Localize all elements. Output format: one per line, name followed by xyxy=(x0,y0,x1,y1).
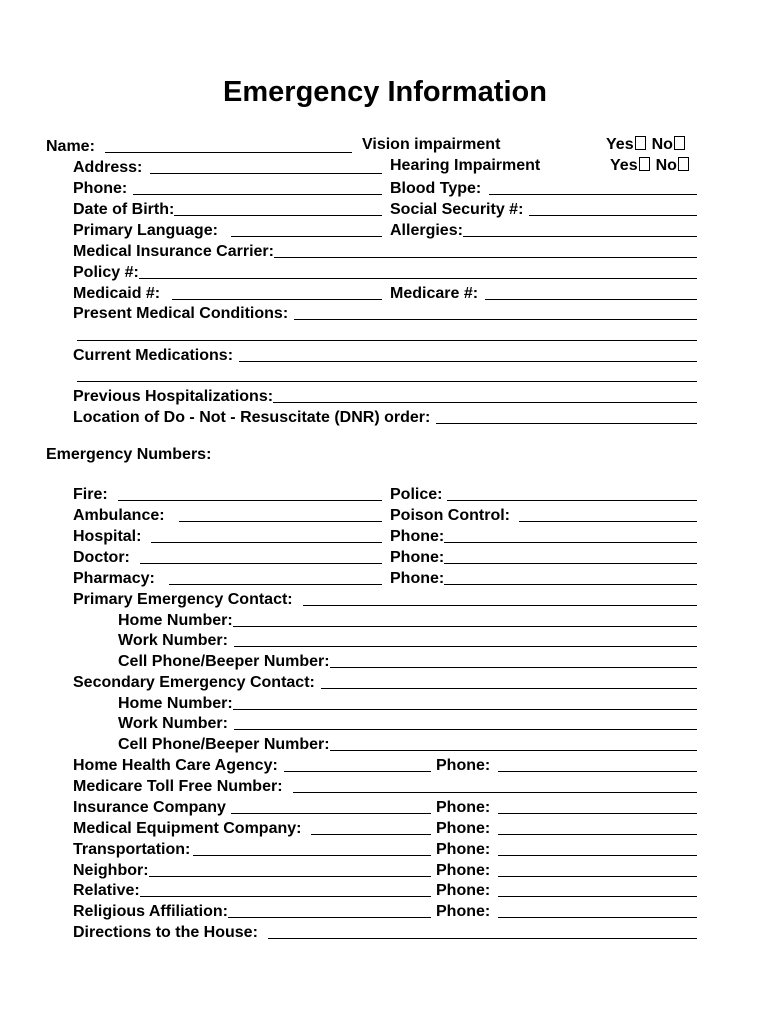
dob-field[interactable] xyxy=(73,198,382,219)
secondary-cell-field[interactable] xyxy=(118,733,697,754)
conditions-extra-line[interactable] xyxy=(77,340,697,341)
conditions-input-line[interactable] xyxy=(294,304,697,320)
vision-label: Vision impairment xyxy=(362,136,501,153)
poison-control-input-line[interactable] xyxy=(519,506,697,522)
secondary-contact-label: Secondary Emergency Contact: xyxy=(73,674,315,691)
ambulance-label: Ambulance: xyxy=(73,507,165,524)
medications-label: Current Medications: xyxy=(73,347,234,364)
poison-control-label: Poison Control: xyxy=(390,507,510,524)
religious-label: Religious Affiliation: xyxy=(73,903,228,920)
hearing-no-label: No xyxy=(655,157,677,174)
secondary-work-label: Work Number: xyxy=(118,715,228,732)
medicare-input-line[interactable] xyxy=(485,284,697,300)
religious-phone-field[interactable] xyxy=(436,900,697,921)
pharmacy-phone-input-line[interactable] xyxy=(444,569,697,585)
hearing-yes-no xyxy=(610,156,695,175)
doctor-phone-field[interactable] xyxy=(390,546,697,567)
vision-yes-checkbox[interactable] xyxy=(635,136,646,150)
doctor-phone-input-line[interactable] xyxy=(444,548,697,564)
transportation-label: Transportation: xyxy=(73,841,191,858)
insurance-company-field[interactable] xyxy=(73,796,431,817)
home-health-input-line[interactable] xyxy=(284,756,431,772)
hospital-input-line[interactable] xyxy=(151,527,382,543)
pharmacy-phone-field[interactable] xyxy=(390,567,697,588)
phone-input-line[interactable] xyxy=(133,179,382,195)
medicaid-input-line[interactable] xyxy=(172,284,382,300)
primary-home-input-line[interactable] xyxy=(233,611,697,627)
hospital-phone-field[interactable] xyxy=(390,525,697,546)
fire-field[interactable] xyxy=(73,483,382,504)
neighbor-field[interactable] xyxy=(73,859,431,880)
relative-input-line[interactable] xyxy=(140,881,431,897)
medications-input-line[interactable] xyxy=(239,346,697,362)
insurance-carrier-input-line[interactable] xyxy=(274,242,697,258)
language-input-line[interactable] xyxy=(231,221,382,237)
allergies-input-line[interactable] xyxy=(463,221,697,237)
insurance-company-phone-input-line[interactable] xyxy=(498,798,697,814)
allergies-field[interactable] xyxy=(390,219,697,240)
directions-label: Directions to the House: xyxy=(73,924,258,941)
secondary-contact-field[interactable] xyxy=(73,671,697,692)
equipment-phone-label: Phone: xyxy=(436,820,491,837)
language-field[interactable] xyxy=(73,219,382,240)
home-health-label: Home Health Care Agency: xyxy=(73,757,278,774)
medicare-toll-label: Medicare Toll Free Number: xyxy=(73,778,283,795)
doctor-input-line[interactable] xyxy=(140,548,382,564)
medications-extra-line[interactable] xyxy=(77,381,697,382)
insurance-company-phone-field[interactable] xyxy=(436,796,697,817)
equipment-phone-input-line[interactable] xyxy=(498,819,697,835)
primary-contact-input-line[interactable] xyxy=(303,590,697,606)
phone-label: Phone: xyxy=(73,180,128,197)
relative-phone-input-line[interactable] xyxy=(498,881,697,897)
secondary-home-label: Home Number: xyxy=(118,695,233,712)
phone-field[interactable] xyxy=(73,177,382,198)
insurance-company-label: Insurance Company xyxy=(73,799,226,816)
hospital-phone-input-line[interactable] xyxy=(444,527,697,543)
medicare-label: Medicare #: xyxy=(390,285,479,302)
equipment-phone-field[interactable] xyxy=(436,817,697,838)
primary-work-input-line[interactable] xyxy=(234,631,697,647)
vision-yes-no xyxy=(606,135,691,154)
fire-input-line[interactable] xyxy=(118,485,382,501)
vision-yes-label: Yes xyxy=(606,136,634,153)
home-health-phone-label: Phone: xyxy=(436,757,491,774)
doctor-phone-label: Phone: xyxy=(390,549,445,566)
name-field[interactable] xyxy=(46,135,352,156)
home-health-field[interactable] xyxy=(73,754,431,775)
religious-phone-input-line[interactable] xyxy=(498,902,697,918)
transportation-phone-label: Phone: xyxy=(436,841,491,858)
home-health-phone-field[interactable] xyxy=(436,754,697,775)
hospitalizations-input-line[interactable] xyxy=(273,387,697,403)
ssn-input-line[interactable] xyxy=(529,200,697,216)
medicaid-field[interactable] xyxy=(73,282,382,303)
medicare-toll-field[interactable] xyxy=(73,775,697,796)
transportation-phone-input-line[interactable] xyxy=(498,840,697,856)
hospital-phone-label: Phone: xyxy=(390,528,445,545)
poison-control-field[interactable] xyxy=(390,504,697,525)
equipment-label: Medical Equipment Company: xyxy=(73,820,302,837)
primary-contact-label: Primary Emergency Contact: xyxy=(73,591,293,608)
fire-label: Fire: xyxy=(73,486,108,503)
transportation-input-line[interactable] xyxy=(193,840,431,856)
allergies-label: Allergies: xyxy=(390,222,463,239)
hospitalizations-field[interactable] xyxy=(73,385,697,406)
neighbor-phone-input-line[interactable] xyxy=(498,861,697,877)
primary-cell-field[interactable] xyxy=(118,650,697,671)
dnr-input-line[interactable] xyxy=(436,408,697,424)
ssn-label: Social Security #: xyxy=(390,201,524,218)
ambulance-input-line[interactable] xyxy=(179,506,382,522)
neighbor-phone-field[interactable] xyxy=(436,859,697,880)
pharmacy-phone-label: Phone: xyxy=(390,570,445,587)
secondary-home-input-line[interactable] xyxy=(233,694,697,710)
emergency-numbers-heading: Emergency Numbers: xyxy=(46,446,212,463)
policy-label: Policy #: xyxy=(73,264,139,281)
secondary-work-field[interactable] xyxy=(118,712,697,733)
hospitalizations-label: Previous Hospitalizations: xyxy=(73,388,274,405)
police-input-line[interactable] xyxy=(447,485,697,501)
pharmacy-input-line[interactable] xyxy=(169,569,382,585)
doctor-field[interactable] xyxy=(73,546,382,567)
name-input-line[interactable] xyxy=(105,137,352,153)
directions-field[interactable] xyxy=(73,921,697,942)
home-health-phone-input-line[interactable] xyxy=(498,756,697,772)
conditions-label: Present Medical Conditions: xyxy=(73,305,289,322)
blood-type-field[interactable] xyxy=(390,177,697,198)
relative-phone-field[interactable] xyxy=(436,879,697,900)
neighbor-phone-label: Phone: xyxy=(436,862,491,879)
policy-field[interactable] xyxy=(73,261,697,282)
medications-field[interactable] xyxy=(73,344,697,365)
insurance-company-phone-label: Phone: xyxy=(436,799,491,816)
name-label: Name: xyxy=(46,138,95,155)
hearing-label: Hearing Impairment xyxy=(390,157,541,174)
dnr-label: Location of Do - Not - Resuscitate (DNR) order: xyxy=(73,409,431,426)
insurance-carrier-field[interactable] xyxy=(73,240,697,261)
religious-input-line[interactable] xyxy=(228,902,431,918)
conditions-field[interactable] xyxy=(73,302,697,323)
insurance-company-input-line[interactable] xyxy=(231,798,431,814)
relative-phone-label: Phone: xyxy=(436,882,491,899)
secondary-home-field[interactable] xyxy=(118,692,697,713)
transportation-phone-field[interactable] xyxy=(436,838,697,859)
secondary-cell-input-line[interactable] xyxy=(330,735,697,751)
form-title: Emergency Information xyxy=(223,76,547,108)
religious-field[interactable] xyxy=(73,900,431,921)
address-field[interactable] xyxy=(73,156,382,177)
pharmacy-field[interactable] xyxy=(73,567,382,588)
blood-type-label: Blood Type: xyxy=(390,180,482,197)
ambulance-field[interactable] xyxy=(73,504,382,525)
police-label: Police: xyxy=(390,486,443,503)
relative-field[interactable] xyxy=(73,879,431,900)
doctor-label: Doctor: xyxy=(73,549,130,566)
neighbor-label: Neighbor: xyxy=(73,862,149,879)
language-label: Primary Language: xyxy=(73,222,218,239)
primary-home-label: Home Number: xyxy=(118,612,233,629)
dob-label: Date of Birth: xyxy=(73,201,175,218)
police-field[interactable] xyxy=(390,483,697,504)
primary-cell-label: Cell Phone/Beeper Number: xyxy=(118,653,330,670)
secondary-cell-label: Cell Phone/Beeper Number: xyxy=(118,736,330,753)
insurance-carrier-label: Medical Insurance Carrier: xyxy=(73,243,274,260)
vision-no-checkbox[interactable] xyxy=(674,136,685,150)
primary-cell-input-line[interactable] xyxy=(330,652,697,668)
address-input-line[interactable] xyxy=(150,158,382,174)
hearing-no-checkbox[interactable] xyxy=(678,157,689,171)
transportation-field[interactable] xyxy=(73,838,431,859)
medicare-field[interactable] xyxy=(390,282,697,303)
ssn-field[interactable] xyxy=(390,198,697,219)
secondary-contact-input-line[interactable] xyxy=(321,673,697,689)
address-label: Address: xyxy=(73,159,143,176)
primary-home-field[interactable] xyxy=(118,609,697,630)
equipment-field[interactable] xyxy=(73,817,431,838)
hospital-label: Hospital: xyxy=(73,528,142,545)
directions-input-line[interactable] xyxy=(268,923,697,939)
primary-contact-field[interactable] xyxy=(73,588,697,609)
hearing-yes-label: Yes xyxy=(610,157,638,174)
hearing-yes-checkbox[interactable] xyxy=(639,157,650,171)
secondary-work-input-line[interactable] xyxy=(234,714,697,730)
hospital-field[interactable] xyxy=(73,525,382,546)
pharmacy-label: Pharmacy: xyxy=(73,570,155,587)
blood-type-input-line[interactable] xyxy=(489,179,697,195)
medicaid-label: Medicaid #: xyxy=(73,285,161,302)
vision-no-label: No xyxy=(651,136,673,153)
equipment-input-line[interactable] xyxy=(311,819,431,835)
policy-input-line[interactable] xyxy=(139,263,697,279)
religious-phone-label: Phone: xyxy=(436,903,491,920)
neighbor-input-line[interactable] xyxy=(149,861,431,877)
dnr-field[interactable] xyxy=(73,406,697,427)
primary-work-field[interactable] xyxy=(118,629,697,650)
relative-label: Relative: xyxy=(73,882,140,899)
primary-work-label: Work Number: xyxy=(118,632,228,649)
medicare-toll-input-line[interactable] xyxy=(293,777,697,793)
dob-input-line[interactable] xyxy=(174,200,382,216)
